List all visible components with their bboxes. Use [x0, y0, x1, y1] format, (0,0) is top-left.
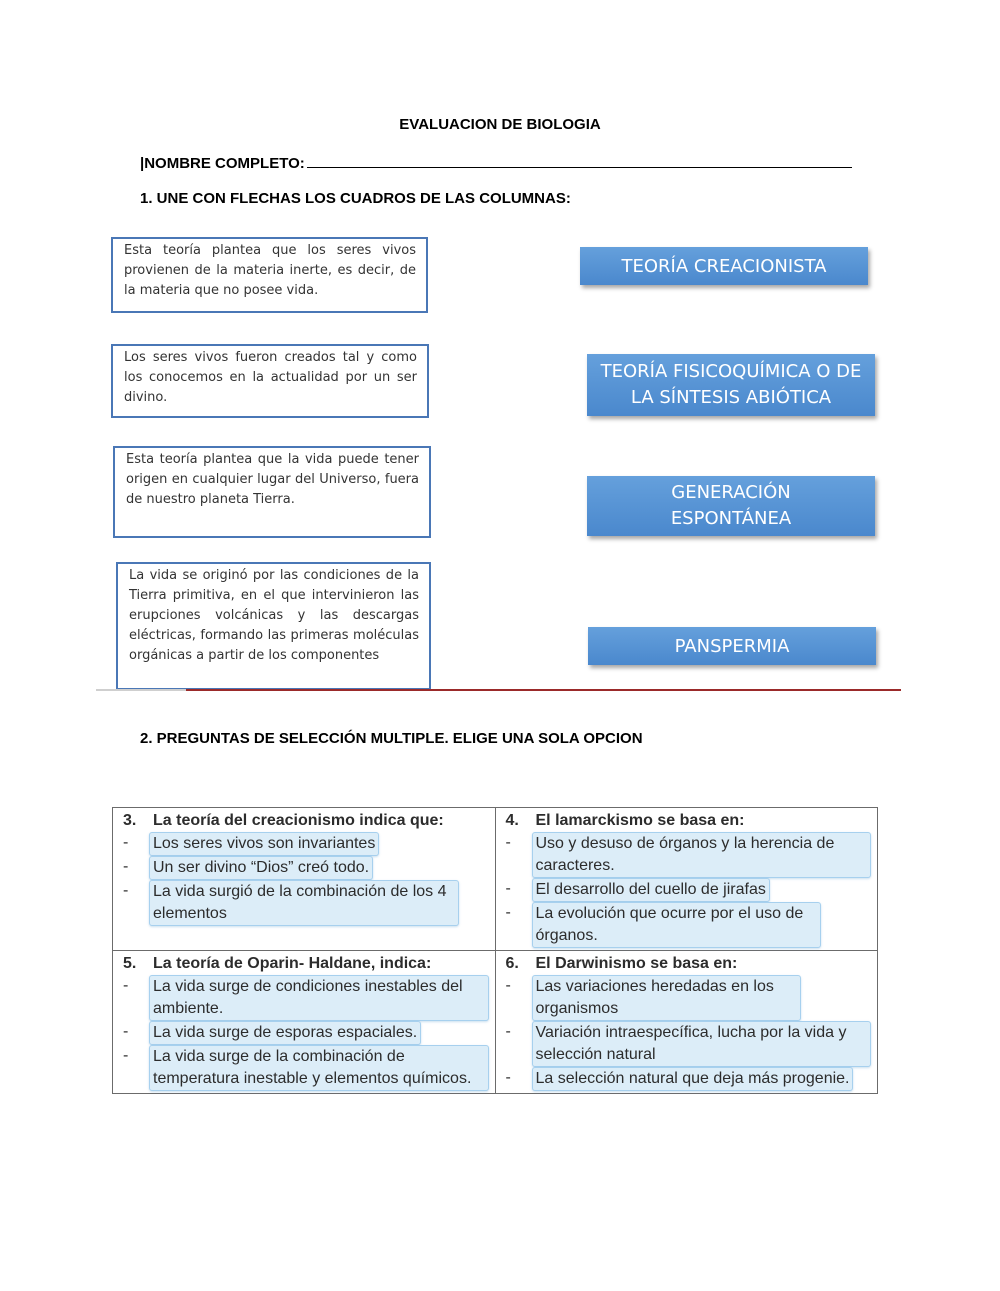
option-6b[interactable]: - Variación intraespecífica, lucha por la vida y selección natural [506, 1021, 872, 1067]
description-box-4[interactable]: La vida se originó por las condiciones de la Tierra primitiva, en el que intervinieron las erupciones volcánicas y las descargas eléctricas, formando las primeras moléculas orgánicas a partir de los componentes [116, 562, 431, 690]
theory-box-panspermia[interactable]: PANSPERMIA [588, 627, 876, 665]
description-box-1[interactable]: Esta teoría plantea que los seres vivos provienen de la materia inerte, es decir, de la materia que no posee vida. [111, 237, 428, 313]
page-title: EVALUACION DE BIOLOGIA [399, 116, 601, 133]
divider-red [186, 689, 901, 691]
option-4c[interactable]: - La evolución que ocurre por el uso de órganos. [506, 902, 872, 948]
multiple-choice-table [112, 807, 878, 1094]
description-box-2[interactable]: Los seres vivos fueron creados tal y como los conocemos en la actualidad por un ser divino. [111, 344, 429, 418]
divider-gray [96, 689, 186, 691]
name-blank-line[interactable] [307, 153, 852, 168]
section1-instruction: 1. UNE CON FLECHAS LOS CUADROS DE LAS COLUMNAS: [140, 190, 571, 207]
question-cell-5 [113, 951, 496, 1094]
question-3-header: 3. La teoría del creacionismo indica que: [123, 812, 444, 829]
section2-instruction: 2. PREGUNTAS DE SELECCIÓN MULTIPLE. ELIGE UNA SOLA OPCION [140, 730, 643, 747]
theory-box-creacionista[interactable]: TEORÍA CREACIONISTA [580, 247, 868, 285]
theory-box-fisicoquimica[interactable]: TEORÍA FISICOQUÍMICA O DE LA SÍNTESIS ABIÓTICA [587, 354, 875, 416]
option-6c[interactable]: - La selección natural que deja más progenie. [506, 1067, 872, 1091]
question-4-text: El lamarckismo se basa en: [535, 812, 745, 829]
question-4-header: 4. El lamarckismo se basa en: [505, 812, 745, 829]
option-4b[interactable]: - El desarrollo del cuello de jirafas [506, 878, 872, 902]
question-3-text: La teoría del creacionismo indica que: [153, 812, 444, 829]
question-cell-4 [495, 808, 878, 951]
name-label: |NOMBRE COMPLETO: [140, 155, 305, 172]
question-5-header: 5. La teoría de Oparin- Haldane, indica: [123, 955, 432, 972]
option-3a[interactable]: - Los seres vivos son invariantes [123, 832, 489, 856]
option-3b[interactable]: - Un ser divino “Dios” creó todo. [123, 856, 489, 880]
question-6-header: 6. El Darwinismo se basa en: [505, 955, 738, 972]
theory-box-generacion-espontanea[interactable]: GENERACIÓN ESPONTÁNEA [587, 476, 875, 536]
question-5-text: La teoría de Oparin- Haldane, indica: [153, 955, 432, 972]
question-cell-6 [495, 951, 878, 1094]
description-box-3[interactable]: Esta teoría plantea que la vida puede tener origen en cualquier lugar del Universo, fuera de nuestro planeta Tierra. [113, 446, 431, 538]
name-field-row [140, 153, 852, 172]
option-3c[interactable]: - La vida surgió de la combinación de los 4 elementos [123, 880, 489, 926]
question-6-text: El Darwinismo se basa en: [535, 955, 738, 972]
option-6a[interactable]: - Las variaciones heredadas en los organismos [506, 975, 872, 1021]
option-5c[interactable]: - La vida surge de la combinación de temperatura inestable y elementos químicos. [123, 1045, 489, 1091]
option-5a[interactable]: - La vida surge de condiciones inestables del ambiente. [123, 975, 489, 1021]
option-4a[interactable]: - Uso y desuso de órganos y la herencia de caracteres. [506, 832, 872, 878]
question-cell-3 [113, 808, 496, 951]
option-5b[interactable]: - La vida surge de esporas espaciales. [123, 1021, 489, 1045]
